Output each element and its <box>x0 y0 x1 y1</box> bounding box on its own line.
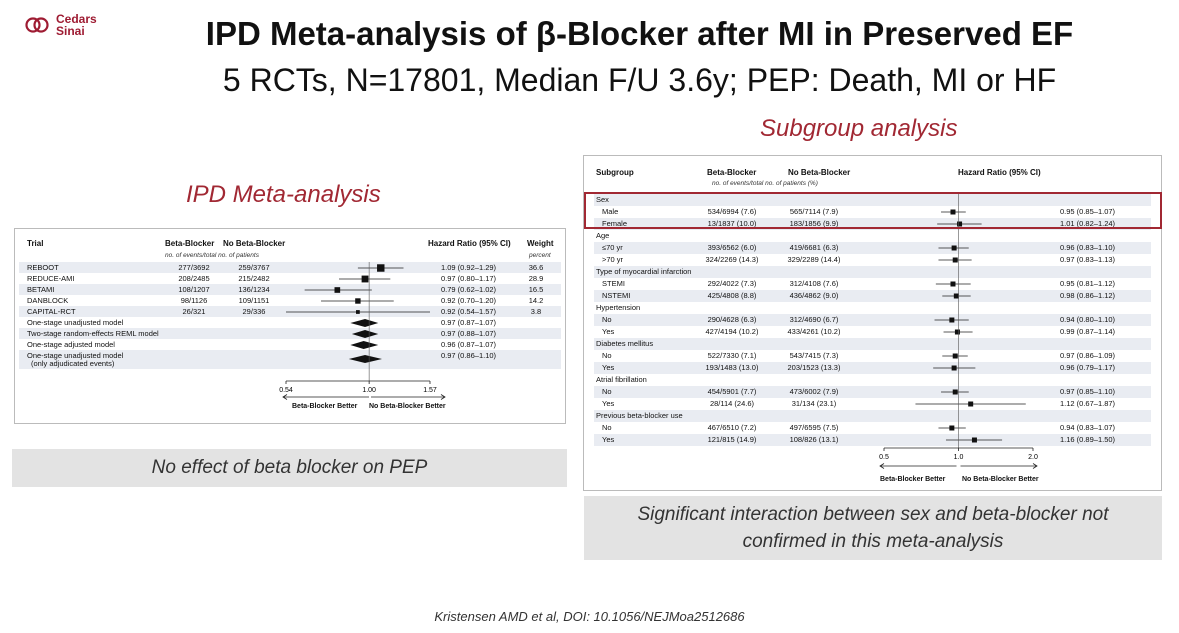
subgroup-level: No <box>602 423 612 432</box>
hr-value: 0.94 (0.83–1.07) <box>1060 423 1116 432</box>
bb-events: 13/1837 (10.0) <box>707 219 757 228</box>
point-estimate <box>954 294 959 299</box>
bb-events: 208/2485 <box>178 274 210 283</box>
point-estimate <box>953 354 958 359</box>
nobb-events: 203/1523 (13.3) <box>787 363 841 372</box>
pooled-diamond <box>349 355 382 363</box>
hr-value: 0.95 (0.85–1.07) <box>1060 207 1116 216</box>
point-estimate <box>949 426 954 431</box>
reference-citation: Kristensen AMD et al, DOI: 10.1056/NEJMoa2512686 <box>434 609 745 624</box>
bb-events: 277/3692 <box>178 263 210 272</box>
x-tick-label: 0.54 <box>279 387 293 394</box>
weight-value: 28.9 <box>528 274 544 283</box>
pooled-diamond <box>350 341 378 349</box>
hr-value: 0.96 (0.79–1.17) <box>1060 363 1116 372</box>
point-estimate <box>953 258 958 263</box>
x-tick-label: 1.00 <box>362 387 376 394</box>
col-weight: Weight <box>527 239 554 248</box>
nobb-events: 109/1151 <box>238 296 270 305</box>
bb-events: 454/5901 (7.7) <box>707 387 757 396</box>
slide-subtitle: 5 RCTs, N=17801, Median F/U 3.6y; PEP: Death, MI or HF <box>222 62 1057 98</box>
subgroup-level: NSTEMI <box>602 291 631 300</box>
bb-events: 98/1126 <box>180 296 208 305</box>
hr-value: 0.97 (0.87–1.07) <box>441 318 497 327</box>
col-sub-no-beta-blocker: No Beta-Blocker <box>788 168 851 177</box>
subgroup-conclusion <box>584 496 1162 560</box>
subgroup-name: Diabetes mellitus <box>596 339 654 348</box>
point-estimate <box>356 310 360 314</box>
subgroup-level: >70 yr <box>602 255 624 264</box>
trial-name: REBOOT <box>27 263 59 272</box>
weight-value: 16.5 <box>528 285 544 294</box>
point-estimate <box>972 438 977 443</box>
nobb-events: 433/4261 (10.2) <box>787 327 841 336</box>
subgroup-level: STEMI <box>602 279 625 288</box>
subgroup-level: No <box>602 315 612 324</box>
hr-value: 0.97 (0.85–1.10) <box>1060 387 1116 396</box>
hr-value: 0.96 (0.87–1.07) <box>441 340 497 349</box>
nobb-events: 312/4108 (7.6) <box>789 279 839 288</box>
nobb-events: 329/2289 (14.4) <box>787 255 841 264</box>
hr-value: 1.09 (0.92–1.29) <box>441 263 497 272</box>
weight-subheader: percent <box>529 252 551 259</box>
point-estimate <box>968 402 973 407</box>
right-arrow-icon <box>371 395 445 400</box>
col-sub-beta-blocker: Beta-Blocker <box>707 168 757 177</box>
trial-name: DANBLOCK <box>27 296 69 305</box>
ipd-conclusion: No effect of beta blocker on PEP <box>12 449 567 487</box>
pooled-label: One-stage unadjusted model <box>27 351 124 360</box>
left-arrow-icon <box>880 464 957 469</box>
nobb-events: 31/134 (23.1) <box>791 399 837 408</box>
nobb-events: 108/826 (13.1) <box>789 435 839 444</box>
sub-favors-no-beta-blocker: No Beta-Blocker Better <box>962 476 1039 483</box>
point-estimate <box>362 276 369 283</box>
hr-value: 0.79 (0.62–1.02) <box>441 285 497 294</box>
ipd-forest-plot <box>15 229 567 425</box>
nobb-events: 312/4690 (6.7) <box>789 315 839 324</box>
hr-value: 0.92 (0.70–1.20) <box>441 296 497 305</box>
nobb-events: 565/7114 (7.9) <box>789 207 839 216</box>
nobb-events: 543/7415 (7.3) <box>789 351 839 360</box>
hr-value: 0.97 (0.88–1.07) <box>441 329 497 338</box>
hr-value: 0.97 (0.80–1.17) <box>441 274 497 283</box>
bb-events: 290/4628 (6.3) <box>707 315 757 324</box>
hr-value: 0.95 (0.81–1.12) <box>1060 279 1116 288</box>
hr-value: 0.96 (0.83–1.10) <box>1060 243 1116 252</box>
subgroup-level: Yes <box>602 435 615 444</box>
trial-name: REDUCE-AMI <box>27 274 75 283</box>
nobb-events: 419/6681 (6.3) <box>789 243 839 252</box>
hr-value: 1.01 (0.82–1.24) <box>1060 219 1116 228</box>
nobb-events: 29/336 <box>242 307 266 316</box>
subgroup-name: Type of myocardial infarction <box>596 267 692 276</box>
point-estimate <box>953 390 958 395</box>
x-tick-label: 1.57 <box>423 387 437 394</box>
favors-beta-blocker: Beta-Blocker Better <box>292 403 358 410</box>
subgroup-level: Yes <box>602 363 615 372</box>
bb-events: 28/114 (24.6) <box>709 399 755 408</box>
hr-value: 1.12 (0.67–1.87) <box>1060 399 1116 408</box>
subgroup-level: No <box>602 351 612 360</box>
col-beta-blocker: Beta-Blocker <box>165 239 215 248</box>
pooled-label: One-stage adjusted model <box>27 340 115 349</box>
bb-events: 292/4022 (7.3) <box>707 279 757 288</box>
subgroup-heading: Subgroup analysis <box>760 115 958 142</box>
col-subgroup: Subgroup <box>596 168 634 177</box>
left-arrow-icon <box>283 395 369 400</box>
hr-value: 1.16 (0.89–1.50) <box>1060 435 1116 444</box>
subgroup-level: ≤70 yr <box>602 243 623 252</box>
subgroup-conclusion-line2: confirmed in this meta-analysis <box>742 531 1004 552</box>
trial-name: CAPITAL-RCT <box>27 307 76 316</box>
pooled-label-2: (only adjudicated events) <box>31 359 115 368</box>
events-subheader: no. of events/total no. of patients <box>165 252 259 259</box>
bb-events: 522/7330 (7.1) <box>707 351 757 360</box>
subgroup-name: Previous beta-blocker use <box>596 411 683 420</box>
col-sub-hazard-ratio: Hazard Ratio (95% CI) <box>958 168 1041 177</box>
pooled-label: Two-stage random-effects REML model <box>27 329 159 338</box>
point-estimate <box>950 282 955 287</box>
right-arrow-icon <box>961 464 1038 469</box>
subgroup-name: Age <box>596 231 610 240</box>
x-tick-label: 0.5 <box>879 454 889 461</box>
bb-events: 26/321 <box>182 307 206 316</box>
x-tick-label: 1.0 <box>953 454 964 461</box>
point-estimate <box>952 246 957 251</box>
subgroup-level: Yes <box>602 399 615 408</box>
bb-events: 427/4194 (10.2) <box>705 327 759 336</box>
point-estimate <box>949 318 954 323</box>
subgroup-level: Yes <box>602 327 615 336</box>
nobb-events: 259/3767 <box>238 263 270 272</box>
weight-value: 3.8 <box>530 307 542 316</box>
hr-value: 0.99 (0.87–1.14) <box>1060 327 1116 336</box>
col-hazard-ratio: Hazard Ratio (95% CI) <box>428 239 511 248</box>
subgroup-name: Atrial fibrillation <box>596 375 647 384</box>
favors-no-beta-blocker: No Beta-Blocker Better <box>369 403 446 410</box>
x-tick-label: 2.0 <box>1028 454 1038 461</box>
hr-value: 0.97 (0.86–1.10) <box>441 351 497 360</box>
nobb-events: 136/1234 <box>238 285 270 294</box>
hr-value: 0.97 (0.83–1.13) <box>1060 255 1116 264</box>
subgroup-name: Sex <box>596 195 609 204</box>
ipd-forest-panel <box>14 228 566 424</box>
sub-events-subheader: no. of events/total no. of patients (%) <box>712 180 818 187</box>
point-estimate <box>355 298 360 303</box>
sub-favors-beta-blocker: Beta-Blocker Better <box>880 476 946 483</box>
ipd-heading: IPD Meta-analysis <box>186 181 381 208</box>
bb-events: 425/4808 (8.8) <box>707 291 757 300</box>
bb-events: 467/6510 (7.2) <box>707 423 757 432</box>
weight-value: 14.2 <box>528 296 544 305</box>
nobb-events: 497/6595 (7.5) <box>789 423 839 432</box>
slide-title: IPD Meta-analysis of β-Blocker after MI in Preserved EF <box>205 15 1074 52</box>
hr-value: 0.98 (0.86–1.12) <box>1060 291 1116 300</box>
cedars-sinai-logo-icon <box>24 12 50 38</box>
nobb-events: 215/2482 <box>238 274 270 283</box>
nobb-events: 183/1856 (9.9) <box>789 219 839 228</box>
subgroup-level: Male <box>602 207 619 216</box>
subgroup-level: Female <box>602 219 628 228</box>
subgroup-level: No <box>602 387 612 396</box>
pooled-diamond <box>350 319 378 327</box>
bb-events: 534/6994 (7.6) <box>707 207 757 216</box>
sex-subgroup-highlight <box>584 192 1162 229</box>
pooled-label: One-stage unadjusted model <box>27 318 124 327</box>
pooled-diamond <box>352 330 378 338</box>
bb-events: 193/1483 (13.0) <box>705 363 759 372</box>
point-estimate <box>955 330 960 335</box>
nobb-events: 473/6002 (7.9) <box>789 387 839 396</box>
col-no-beta-blocker: No Beta-Blocker <box>223 239 286 248</box>
point-estimate <box>952 366 957 371</box>
logo-line1: Cedars <box>56 12 97 26</box>
logo-line2: Sinai <box>56 24 85 38</box>
trial-name: BETAMI <box>27 285 55 294</box>
bb-events: 121/815 (14.9) <box>707 435 757 444</box>
point-estimate <box>335 287 341 293</box>
point-estimate <box>377 264 384 271</box>
hr-value: 0.92 (0.54–1.57) <box>441 307 497 316</box>
bb-events: 393/6562 (6.0) <box>707 243 757 252</box>
col-trial: Trial <box>27 239 44 248</box>
bb-events: 108/1207 <box>178 285 210 294</box>
subgroup-name: Hypertension <box>596 303 641 312</box>
hr-value: 0.97 (0.86–1.09) <box>1060 351 1116 360</box>
bb-events: 324/2269 (14.3) <box>705 255 759 264</box>
subgroup-conclusion-line1: Significant interaction between sex and beta-blocker not <box>637 504 1109 525</box>
hr-value: 0.94 (0.80–1.10) <box>1060 315 1116 324</box>
nobb-events: 436/4862 (9.0) <box>789 291 839 300</box>
weight-value: 36.6 <box>528 263 544 272</box>
